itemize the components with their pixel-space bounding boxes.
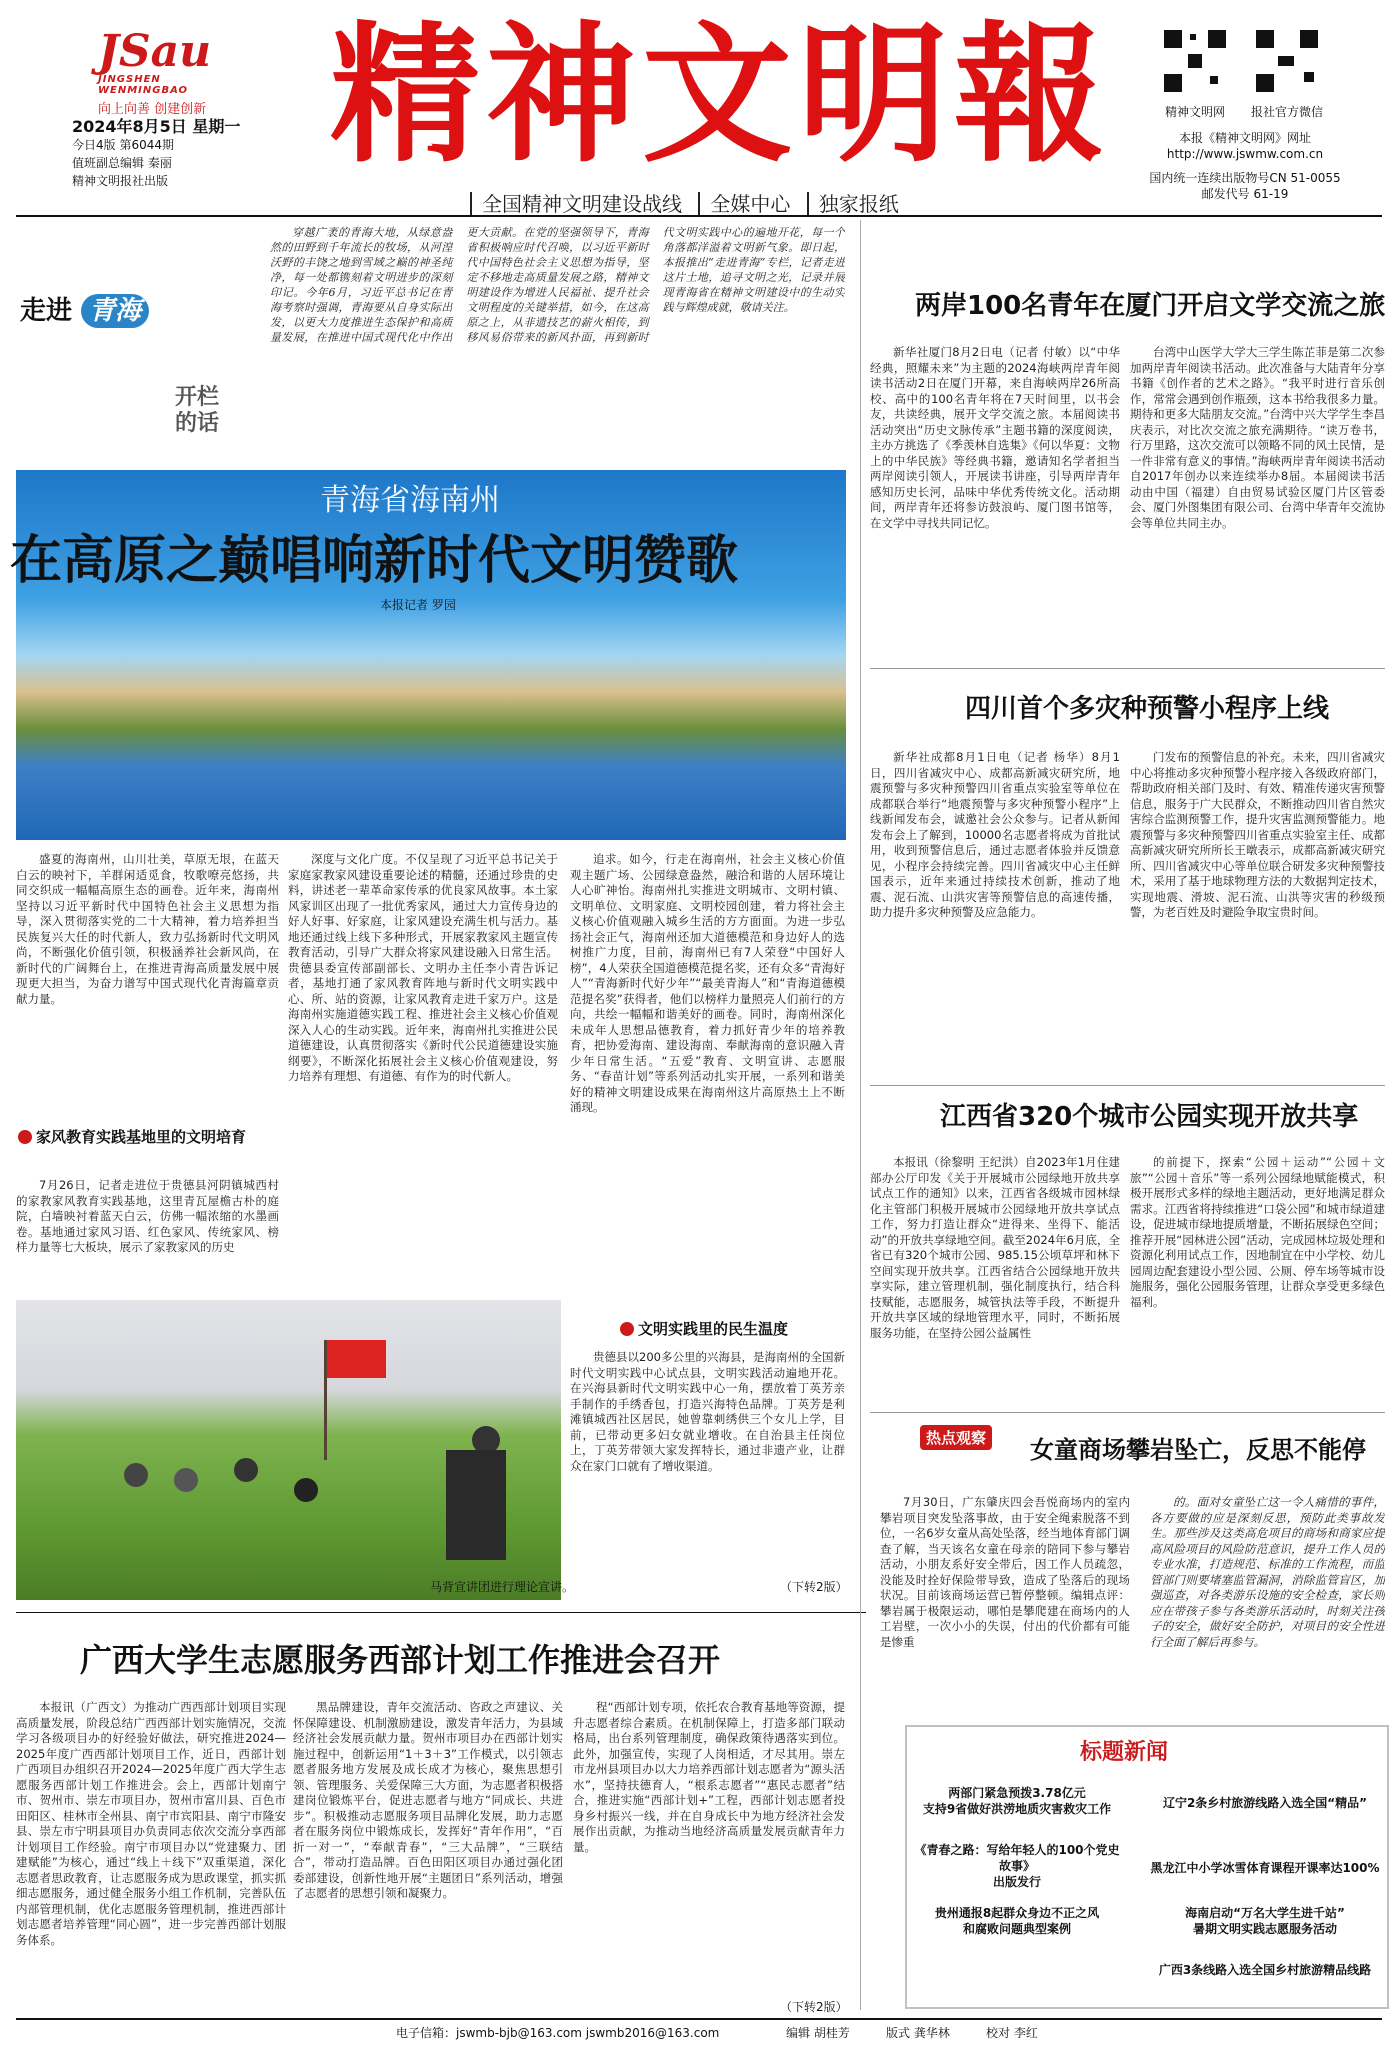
- article-paragraph: 新华社成都8月1日电（记者 杨华）8月1日，四川省减灾中心、成都高新减灾研究所，地震预警与多灾种预警四川省重点实验室等单位在成都联合举行“地震预警与多灾种预警小程序”上线新闻发布会，诚邀社会公众参与。记者从新闻发布会上了解到，10000名志愿者将成为首批试用，收到预警信息后，通过志愿者体验并反馈意见，小程序会持续完善。四川省减灾中心主任鲜国表示，近年来通过持续技术创新，推动了地震、泥石流、山洪灾害等预警信息的高速传播，助力提升多灾种预警及应急能力。: [870, 750, 1120, 919]
- article-paragraph: 盛夏的海南州，山川壮美，草原无垠，在蓝天白云的映衬下，羊群闲适觅食，牧歌嘹亮悠扬，共同交织成一幅幅高原生态的画卷。近年来，海南州坚持以习近平新时代中国特色社会主义思想为指导，深入贯彻落实党的二十大精神，着力培养担当民族复兴大任的时代新人，致力弘扬新时代文明风尚，不断强化价值引领，积极涵养社会新风尚，在新时代的广阔舞台上，在推进青海高质量发展中展现更大担当，为奋力谱写中国式现代化青海篇章贡献力量。: [16, 852, 279, 1006]
- footer-proof: 校对 李红: [986, 2026, 1038, 2040]
- issue-editor: 值班副总编辑 秦丽: [72, 156, 172, 170]
- intro-paragraph: 穿越广袤的青海大地，从绿意盎然的田野到千年流长的牧场，从河湟沃野的丰饶之地到雪域之巅的神圣纯净，每一处都镌刻着文明进步的深刻印记。今年6月，习近平总书记在青海考察时强调，青海要从自身实际出发，以更大力度推进生态保护和高质量发展，在推进中国式现代化中作出更大贡献。在党的坚强领导下，青海省积极响应时代召唤，以习近平新时代中国特色社会主义思想为指导，坚定不移地走高质量发展之路，精神文明建设作为增进人民福祉、提升社会文明程度的关键举措，如今，在这高原之上，从非遗技艺的薪火相传，到移风易俗带来的新风扑面，再到新时代文明实践中心的遍地开花，每一个角落都洋溢着文明新气象。即日起，本报推出“走进青海”专栏，记者走进这片土地，追寻文明之光，记录并展现青海省在精神文明建设中的生动实践与辉煌成就，敬请关注。: [270, 226, 845, 344]
- article-column: [570, 1350, 845, 1590]
- subhead-family: [18, 1126, 278, 1147]
- opening-label-1: 开栏: [175, 385, 220, 410]
- byline: 本报记者 罗园: [380, 598, 456, 612]
- article-column: [880, 1495, 1130, 1710]
- horseback-lecture-photo: [16, 1300, 561, 1600]
- article-paragraph: 门发布的预警信息的补充。未来，四川省减灾中心将推动多灾种预警小程序接入各级政府部门，帮助政府相关部门及时、有效、精准传递灾害预警信息，服务于广大民群众，不断推动四川省自然灾害综合监测预警工作，提升灾害监测预警能力。地震预警与多灾种预警四川省重点实验室主任、成都高新减灾研究所所长王暾表示，成都高新减灾研究所、四川省减灾中心等单位联合研发多灾种预警技术，采用了基于地球物理方法的大数据判定技术，实现地震、滑坡、泥石流、山洪等灾害的秒级预警，为老百姓及时避险争取宝贵时间。: [1130, 750, 1385, 919]
- subline-item: 独家报纸: [807, 192, 909, 216]
- subhead-text: 家风教育实践基地里的文明培育: [36, 1128, 247, 1146]
- article-column: [570, 852, 845, 1312]
- site-label: 本报《精神文明网》网址: [1178, 131, 1311, 145]
- masthead-rule: [16, 215, 1382, 217]
- newspaper-title: 精神文明報: [329, 7, 1110, 183]
- story1-headline: 两岸100名青年在厦门开启文学交流之旅: [915, 291, 1386, 321]
- article-paragraph: 7月30日，广东肇庆四会吾悦商场内的室内攀岩项目突发坠落事故，由于安全绳索脱落不到位，一名6岁女童从高处坠落，经当地体育部门调查了解，当天该名女童在母亲的陪同下参与攀岩活动，小朋友系好安全带后，因工作人员疏忽，没能及时拴好保险带导致，造成了坠落后的现场状况。目前该商场运营已暂停整顿。编辑点评：攀岩属于极限运动，哪怕是攀爬建在商场内的人工岩壁，一次小小的失误，付出的代价都有可能是惨重: [880, 1495, 1130, 1649]
- issue-pages: 今日4版 第6044期: [72, 138, 174, 152]
- article-column: [293, 1700, 563, 2012]
- issue-publisher: 精神文明报社出版: [72, 174, 169, 188]
- intro-text: [270, 225, 845, 460]
- story2-headline: 四川首个多灾种预警小程序上线: [965, 694, 1330, 724]
- main-headline: 在高原之巅唱响新时代文明赞歌: [10, 530, 739, 591]
- footer: [16, 2018, 1382, 2044]
- article-paragraph: 本报讯（徐黎明 王纪洪）自2023年1月住建部办公厅印发《关于开展城市公园绿地开放共享试点工作的通知》以来，江西省各级城市园林绿化主管部门积极开展城市公园绿地开放共享试点工作，努力打造让群众“进得来、坐得下、能活动”的开放共享绿地空间。截至2024年6月底，全省已有320个城市公园、985.15公顷草坪和林下空间实现开放共享。江西省结合公园绿地开放共享实际，建立管理机制，强化制度执行，结合科技赋能，志愿服务，城管执法等手段，不断提升开放共享区域的绿地管理水平，同时，不断拓展服务功能，在坚持公园公益属性: [870, 1155, 1120, 1340]
- issue-info: [72, 118, 240, 190]
- article-column: [870, 1155, 1120, 1405]
- footer-editor: 编辑 胡桂芳: [786, 2026, 850, 2040]
- sub-headline: 青海省海南州: [320, 483, 500, 518]
- article-paragraph: 黑品牌建设，青年交流活动、咨政之声建议、关怀保障建设、机制激励建设，激发青年活力，为县域经济社会发展贡献力量。贺州市项目办在西部计划实施过程中，创新运用“1＋3＋3”工作模式，以引领志愿者服务地方发展及成长成才为核心，聚焦思想引领、管理服务、关爱保障三大方面，为志愿者积极搭建岗位锻炼平台，促进志愿者与地方“同成长、共进步”。积极推动志愿服务项目品牌化发展，助力志愿者在服务岗位中锻炼成长，发挥好“青年作用”，“百折一对一”，“奉献青春”，“三大品牌”，“三联结合”，带动打造品牌。百色田阳区项目办通过强化团委部建设，创新性地开展“主题团日”系列活动，增强了志愿者的思想引领和凝聚力。: [293, 1700, 563, 1900]
- qr-code-icon[interactable]: [1160, 26, 1230, 96]
- article-paragraph: 追求。如今，行走在海南州，社会主义核心价值观主题广场、公园绿意盎然，融洽和谐的人居环境让人心旷神怡。海南州扎实推进文明城市、文明村镇、文明单位、文明家庭、文明校园创建，着力将社会主义核心价值观融入城乡生活的方方面面。为进一步弘扬社会正气，海南州还加大道德模范和身边好人的选树推广力度，目前，海南州已有7人荣登“中国好人榜”，4人荣获全国道德模范提名奖，还有众多“青海好人”“青海新时代好少年”“最美青海人”和“青海道德模范提名奖”获得者，他们以榜样力量照亮人们前行的方向，共绘一幅幅和谐美好的画卷。同时，海南州深化未成年人思想品德教育，着力抓好青少年的培养教育，把协爱海南、建设海南、奉献海南的意识融入青少年日常生活。“五爱”教育、文明宣讲、志愿服务、“春苗计划”等系列活动扎实开展，一系列和谐美好的精神文明建设成果在海南州这片高原热土上不断涌现。: [570, 852, 845, 1114]
- column-divider: [860, 220, 861, 2010]
- article-column: [288, 852, 558, 1292]
- article-paragraph: 程“西部计划专项，依托农合教育基地等资源，提升志愿者综合素质。在机制保障上，打造多部门联动格局，出台系列管理制度，确保政策待遇落实到位。此外，加强宣传，实现了人岗相适，才尽其用。崇左市龙州县项目办以大力培养西部计划志愿者为“源头活水”，坚持扶德育人，“根系志愿者”“惠民志愿者”结合，推进实施“西部计划+”工程，西部计划志愿者投身乡村振兴一线，并在自身成长中为地方经济社会发展作出贡献，为推动当地经济高质量发展贡献青年力量。: [573, 1700, 845, 1854]
- news-item[interactable]: 海南启动“万名大学生进千站” 暑期文明实践志愿服务活动: [1185, 1906, 1345, 1936]
- subhead-text: 文明实践里的民生温度: [638, 1320, 789, 1338]
- section-tag-text: 走进: [20, 296, 73, 326]
- news-item[interactable]: 《青春之路：写给年轻人的100个党史故事》 出版发行: [914, 1843, 1120, 1889]
- article-column: [1130, 345, 1385, 660]
- news-item[interactable]: 辽宁2条乡村旅游线路入选全国“精品”: [1162, 1796, 1368, 1810]
- article-column: [16, 1700, 286, 2012]
- article-paragraph: 7月26日，记者走进位于贵德县河阴镇城西村的家教家风教育实践基地，这里青瓦屋檐古朴的庭院，白墙映衬着蓝天白云，仿佛一幅浓缩的水墨画卷。基地通过家风习语、红色家风、传统家风、榜样力量等七大板块，展示了家教家风的历史: [16, 1178, 279, 1254]
- story3-headline: 江西省320个城市公园实现开放共享: [940, 1102, 1359, 1132]
- qr2-label: 报社官方微信: [1250, 105, 1323, 119]
- article-column: [573, 1700, 845, 1998]
- brand-logo-mark: JSau: [98, 26, 212, 77]
- guangxi-headline: 广西大学生志愿服务西部计划工作推进会召开: [80, 1641, 721, 1679]
- article-paragraph: 新华社厦门8月2日电（记者 付敏）以“中华经典，照耀未来”为主题的2024海峡两岸青年阅读书活动2日在厦门开幕，来自海峡两岸26所高校、高中的100名青年将在7天时间里，以书会友，共读经典，展开文学交流之旅。本届阅读书活动突出“历史文脉传承”主题书籍的深度阅读，主办方挑选了《季羡林自选集》《何以华夏：文物上的中华民族》等经典书籍，邀请知名学者担当两岸阅读引领人，开展读书讲座，引导两岸青年感知历史长河，品味中华优秀传统文化。活动期间，两岸青年还将参访鼓浪屿、厦门图书馆等，在文学中寻找共同记忆。: [870, 345, 1120, 530]
- article-column: [870, 750, 1120, 1080]
- section-tag-text2: 青海: [81, 294, 149, 328]
- article-column: [1150, 1495, 1385, 1710]
- brand-logo: [98, 26, 248, 117]
- subhead-civilization: [620, 1318, 788, 1339]
- news-item[interactable]: 黑龙江中小学冰雪体育课程开课率达100%: [1150, 1861, 1380, 1875]
- article-paragraph: 本报讯（广西文）为推动广西西部计划项目实现高质量发展，阶段总结广西西部计划实施情况，交流学习各级项目办的好经验好做法，研究推进2024—2025年度广西西部计划项目工作，近日，西部计划广西项目办组织召开2024—2025年度广西大学生志愿服务西部计划工作推进会。会上，西部计划南宁市、贺州市、崇左市项目办，贺州市富川县、百色市田阳区、桂林市全州县、南宁市宾阳县、南宁市隆安县、崇左市宁明县项目办负责同志依次交流分享西部计划项目工作经验。南宁市项目办以“党建聚力、团建赋能”为核心，通过“线上＋线下”双重渠道，深化志愿者思政教育，让志愿服务成为思政课堂，抓实抓细志愿服务，通过健全服务小组工作机制，完善队伍内部管理机制，优化志愿服务管理机制，推进西部计划志愿者培养管理“同心圆”，进一步完善西部计划服务体系。: [16, 1700, 286, 1947]
- photo-caption: 马背宣讲团进行理论宣讲。: [430, 1580, 575, 1594]
- footer-layout: 版式 龚华林: [886, 2026, 950, 2040]
- article-paragraph: 贵德县以200多公里的兴海县，是海南州的全国新时代文明实践中心试点县，文明实践活动遍地开花。在兴海县新时代文明实践中心一角，摆放着丁英芳亲手制作的手绣香包，打造兴海特色品牌。丁英芳是利滩镇城西社区居民，她曾靠刺绣供三个女儿上学，目前，已带动更多妇女就业增收。在自治县主任岗位上，丁英芳带领大家发挥特长，通过非遗产业，让群众在家门口就有了增收渠道。: [570, 1350, 845, 1473]
- section-rule: [870, 1412, 1385, 1413]
- qr1-label: 精神文明网: [1164, 105, 1225, 119]
- masthead-right-info: [1130, 130, 1360, 202]
- article-paragraph: 深度与文化广度。不仅呈现了习近平总书记关于家庭家教家风建设重要论述的精髓，还通过珍贵的史料，讲述老一辈革命家传承的优良家风故事。本土家风家训区出现了一批优秀家风，通过大力宣传身边的好人好事、好家庭，让家风建设充满生机与活力。基地还通过线上线下多种形式，开展家教家风主题宣传教育活动，引导广大群众将家风建设融入日常生活。贵德县委宣传部副部长、文明办主任李小青告诉记者，基地打通了家风教育阵地与新时代文明实践中心、所、站的资源，让家风教育走进千家万户。这是海南州实施道德实践工程、推进社会主义核心价值观深入人心的生动实践。近年来，海南州扎实推进公民道德建设，认真贯彻落实《新时代公民道德建设实施纲要》，不断深化拓展社会主义核心价值观建设，努力培养有理想、有道德、有作为的时代新人。: [288, 852, 558, 1083]
- hot-headline: 女童商场攀岩坠亡，反思不能停: [1030, 1436, 1366, 1464]
- opening-label-2: 的话: [175, 411, 220, 436]
- section-tag: [20, 290, 149, 327]
- news-item[interactable]: 两部门紧急预拨3.78亿元 支持9省做好洪涝地质灾害救灾工作: [922, 1786, 1112, 1816]
- site-url[interactable]: http://www.jswmw.com.cn: [1166, 147, 1324, 161]
- continue-note: （下转2版）: [780, 2000, 848, 2014]
- opening-label: [175, 385, 219, 437]
- headline-news-title: 标题新闻: [1080, 1739, 1169, 1765]
- cn-number: 国内统一连续出版物号CN 51-0055: [1149, 171, 1341, 185]
- continue-note: （下转2版）: [780, 1580, 848, 1594]
- brand-slogan: 向上向善 创建创新: [98, 102, 207, 117]
- masthead: [0, 0, 1398, 216]
- footer-email: 电子信箱：jswmb-bjb@163.com jswmb2016@163.com: [396, 2026, 720, 2040]
- article-column: [870, 345, 1120, 660]
- article-paragraph: 的前提下，探索“公园＋运动”“公园＋文旅”“公园＋音乐”等一系列公园绿地赋能模式，积极开展形式多样的绿地主题活动，更好地满足群众需求。江西省将持续推进“口袋公园”和城市绿道建设，促进城市绿地提质增量，不断拓展绿色空间；推荐开展“园林进公园”活动，完成园林垃圾处理和资源化利用试点工作，因地制宜在中小学校、幼儿园周边配套建设小型公园、公厕、停车场等城市设施服务，强化公园服务管理，让群众享受更多绿色福利。: [1130, 1155, 1385, 1309]
- issue-date: 2024年8月5日 星期一: [72, 117, 241, 136]
- article-paragraph: 的。面对女童坠亡这一令人痛惜的事件，各方要做的应是深刻反思，预防此类事故发生。那些涉及这类高危项目的商场和商家应提高风险项目的风险防范意识，提升工作人员的专业水准，打造规范、标准的工作流程，而监管部门则要堵塞监管漏洞，消除监管盲区，加强巡查，对各类游乐设施的安全检查，家长则应在带孩子参与各类游乐活动时，时刻关注孩子的安全，做好安全防护，对项目的安全性进行全面了解后再参与。: [1150, 1495, 1385, 1649]
- news-item[interactable]: 广西3条线路入选全国乡村旅游精品线路: [1158, 1963, 1372, 1977]
- article-column: [16, 852, 279, 1122]
- hot-tag: 热点观察: [920, 1425, 992, 1450]
- article-paragraph: 台湾中山医学大学大三学生陈芷菲是第二次参加两岸青年阅读书活动。此次准备与大陆青年分享书籍《创作者的艺术之路》。“我平时进行音乐创作，常常会遇到创作瓶颈，这本书给我很多力量。期待和更多大陆朋友交流。”台湾中兴大学学生李昌庆表示，对比次交流之旅充满期待。“读万卷书，行万里路，这次交流可以领略不同的风土民情，是一件非常有意义的事情。”海峡两岸青年阅读书活动自2017年创办以来连续举办8届。本届阅读书活动由中国（福建）自由贸易试验区厦门片区管委会、厦门外图集团有限公司、台湾中华青年交流协会等单位共同主办。: [1130, 345, 1385, 530]
- brand-en: JINGSHEN WENMINGBAO: [98, 74, 189, 96]
- article-column: [1130, 1155, 1385, 1405]
- section-rule: [870, 1085, 1385, 1086]
- bullet-icon: [18, 1130, 32, 1144]
- bullet-icon: [620, 1322, 634, 1336]
- post-code: 邮发代号 61-19: [1201, 187, 1289, 201]
- qr-code-icon[interactable]: [1252, 26, 1322, 96]
- article-column: [16, 1178, 279, 1293]
- subline-item: 全国精神文明建设战线: [470, 192, 692, 216]
- section-rule: [16, 1612, 866, 1613]
- article-column: [1130, 750, 1385, 1080]
- news-item[interactable]: 贵州通报8起群众身边不正之风 和腐败问题典型案例: [934, 1906, 1100, 1936]
- section-rule: [870, 668, 1385, 669]
- masthead-subline: [470, 188, 909, 217]
- subline-item: 全媒中心: [698, 192, 800, 216]
